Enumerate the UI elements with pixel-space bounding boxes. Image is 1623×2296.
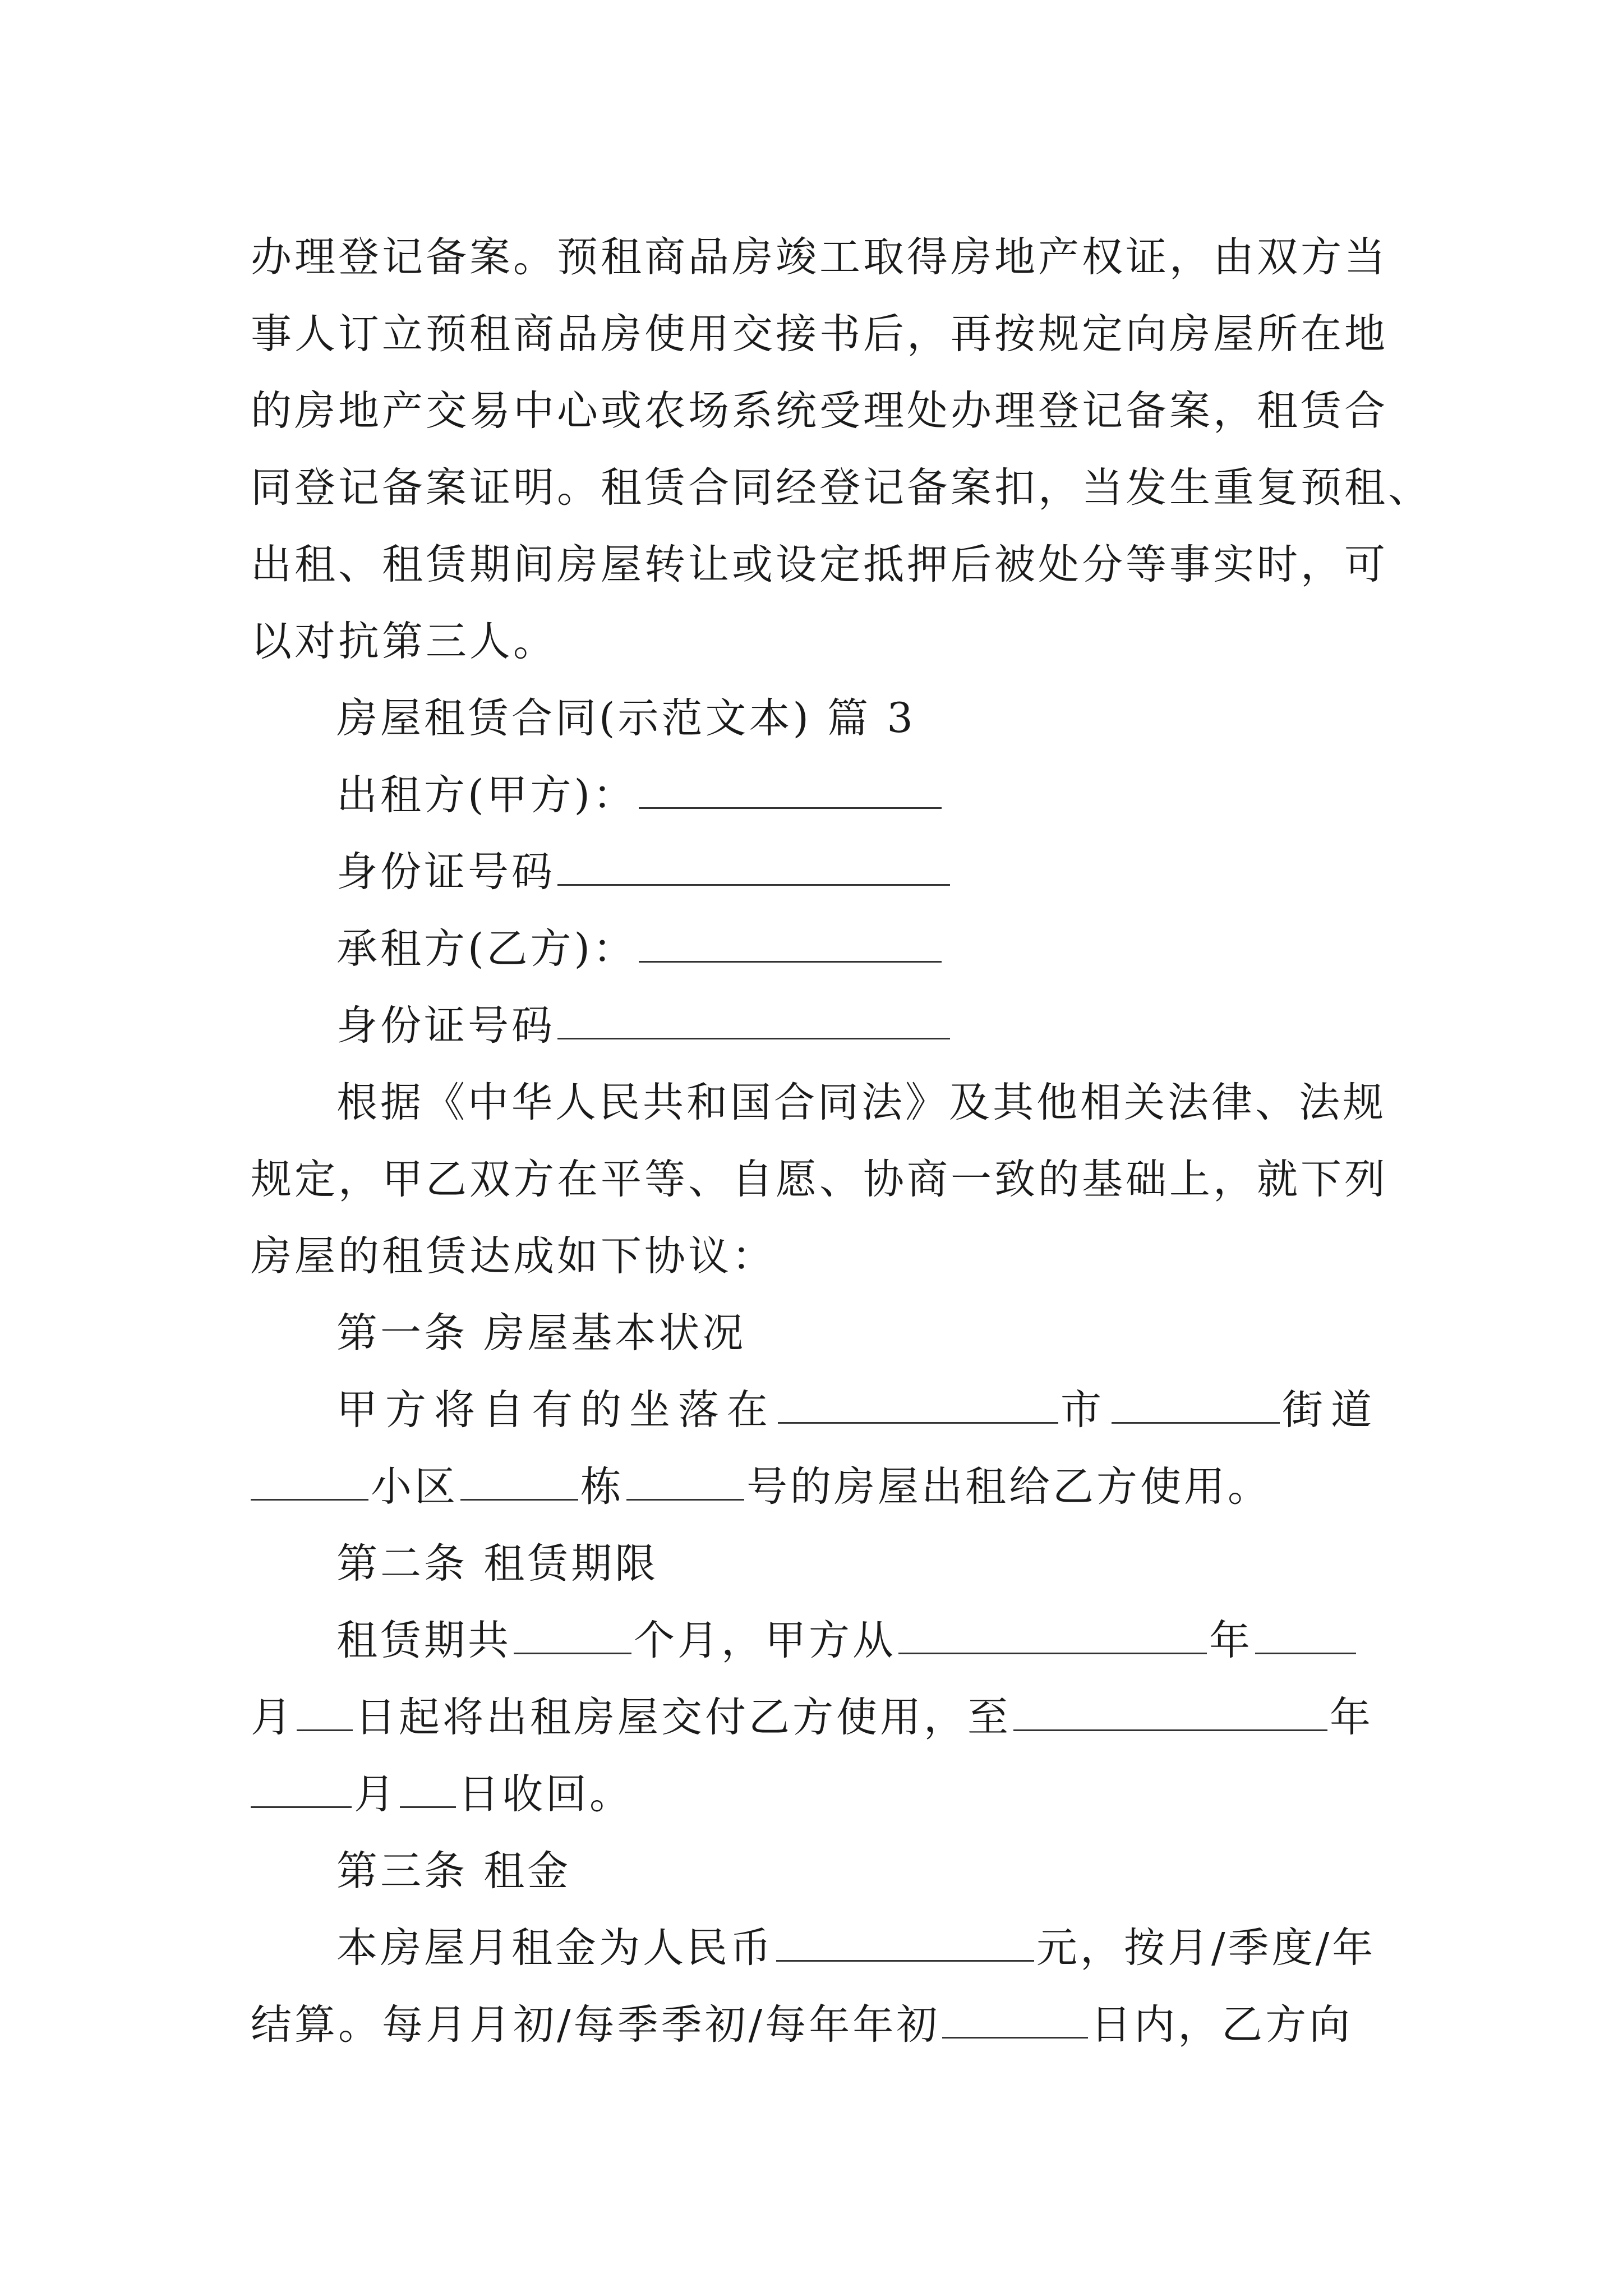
article3-text: 元，按月/季度/年 [1036, 1924, 1376, 1972]
months-blank[interactable] [514, 1616, 631, 1654]
text-line: 办理登记备案。预租商品房竣工取得房地产权证，由双方当 [251, 233, 1388, 281]
start-year-blank[interactable] [898, 1616, 1207, 1654]
text-line: 规定，甲乙双方在平等、自愿、协商一致的基础上，就下列 [251, 1156, 1388, 1203]
contract-title: 房屋租赁合同(示范文本) 篇 3 [336, 694, 916, 742]
article3-text: 本房屋月租金为人民币 [336, 1924, 774, 1972]
article2-line2 [251, 1679, 1375, 1756]
article2-line3 [251, 1756, 1375, 1833]
article1-line2 [251, 1448, 1375, 1525]
lessee-blank[interactable] [639, 924, 942, 963]
street-blank[interactable] [1112, 1385, 1280, 1424]
start-day-blank[interactable] [297, 1692, 353, 1731]
number-blank[interactable] [626, 1462, 744, 1501]
end-day-blank[interactable] [400, 1769, 456, 1808]
lessor-label: 出租方(甲方)： [336, 771, 637, 819]
building-blank[interactable] [460, 1462, 578, 1501]
text-line: 的房地产交易中心或农场系统受理处办理登记备案，租赁合 [251, 387, 1388, 435]
lessee-line [251, 910, 1375, 987]
lessor-id-blank[interactable] [557, 847, 950, 886]
start-month-blank[interactable] [1255, 1616, 1356, 1654]
article2-text: 日起将出租房屋交付乙方使用，至 [355, 1694, 1011, 1741]
article2-text: 租赁期共 [336, 1617, 511, 1664]
article2-text: 日收回。 [458, 1770, 633, 1818]
article3-line2 [251, 1986, 1375, 2063]
city-blank[interactable] [778, 1385, 1058, 1424]
lessor-line [251, 757, 1375, 834]
payment-days-blank[interactable] [942, 2000, 1088, 2039]
city-label: 市 [1061, 1386, 1109, 1434]
lessor-blank[interactable] [639, 770, 942, 809]
district-blank[interactable] [251, 1462, 368, 1501]
text-line: 根据《中华人民共和国合同法》及其他相关法律、法规 [336, 1079, 1386, 1126]
text-line: 事人订立预租商品房使用交接书后，再按规定向房屋所在地 [251, 310, 1388, 358]
text-line: 以对抗第三人。 [251, 618, 557, 665]
text-line: 同登记备案证明。租赁合同经登记备案扣，当发生重复预租、 [251, 464, 1432, 512]
street-label: 街道 [1282, 1386, 1380, 1434]
article2-text: 个月，甲方从 [634, 1617, 896, 1664]
month-label: 月 [251, 1694, 294, 1741]
lessee-id-line [251, 987, 1375, 1064]
article-heading: 第三条 租金 [336, 1847, 571, 1895]
article3-line1 [251, 1910, 1375, 1986]
end-year-blank[interactable] [1013, 1692, 1327, 1731]
lessor-id-line [251, 834, 1375, 910]
district-label: 小区 [371, 1463, 458, 1511]
document-page [251, 219, 1432, 2063]
article3-text: 结算。每月月初/每季季初/每年年初 [251, 2001, 940, 2049]
article3-text: 日内，乙方向 [1090, 2001, 1353, 2049]
article1-text: 甲方将自有的坐落在 [336, 1386, 776, 1434]
month-label: 月 [354, 1770, 398, 1818]
lessee-id-blank[interactable] [557, 1001, 950, 1039]
article1-line1 [251, 1372, 1380, 1448]
year-label: 年 [1330, 1694, 1373, 1741]
text-line: 房屋的租赁达成如下协议： [251, 1232, 776, 1280]
end-month-blank[interactable] [251, 1769, 352, 1808]
lessee-label: 承租方(乙方)： [336, 925, 637, 973]
article-heading: 第一条 房屋基本状况 [336, 1309, 746, 1357]
text-line: 出租、租赁期间房屋转让或设定抵押后被处分等事实时，可 [251, 541, 1388, 588]
lessee-id-label: 身份证号码 [336, 1002, 555, 1050]
article2-line1 [251, 1602, 1375, 1679]
building-label: 栋 [580, 1463, 624, 1511]
article-heading: 第二条 租赁期限 [336, 1540, 659, 1588]
article1-text: 号的房屋出租给乙方使用。 [746, 1463, 1271, 1511]
year-label: 年 [1209, 1617, 1253, 1664]
lessor-id-label: 身份证号码 [336, 848, 555, 896]
rent-amount-blank[interactable] [776, 1923, 1034, 1962]
